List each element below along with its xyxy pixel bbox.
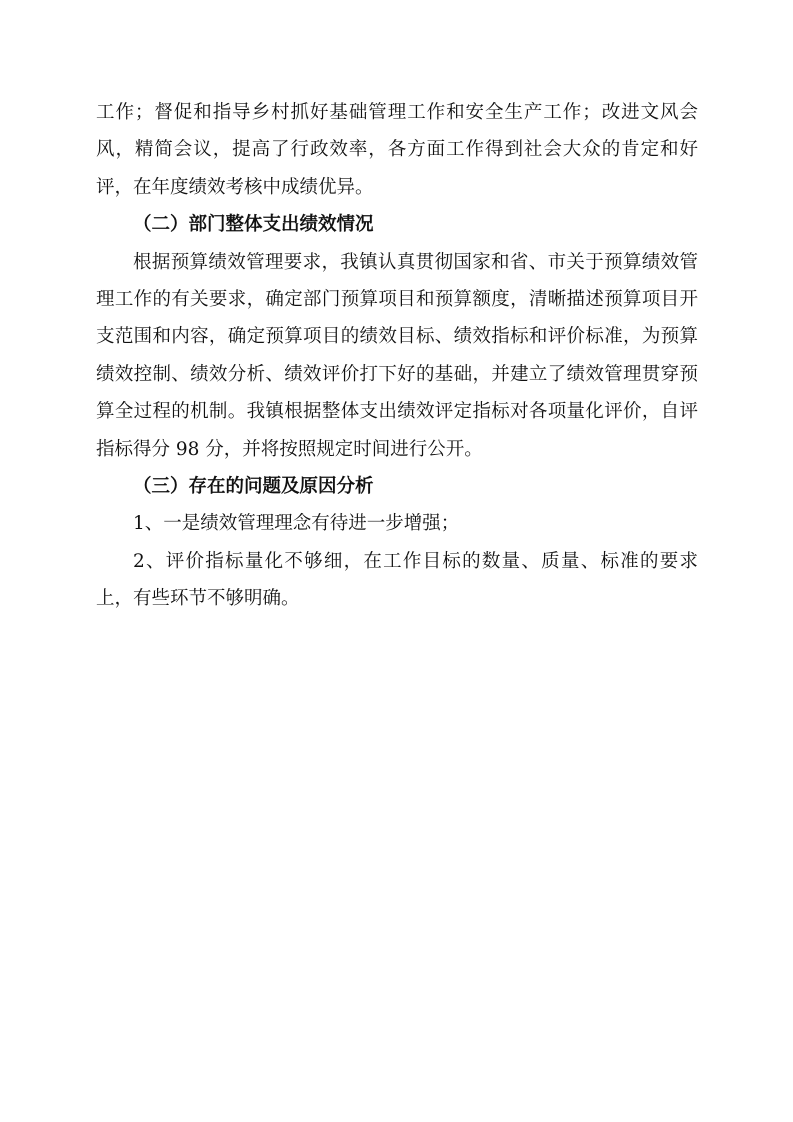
list-item-problem-1: 1、一是绩效管理理念有待进一步增强； xyxy=(133,513,460,535)
paragraph-work-summary: 工作；督促和指导乡村抓好基础管理工作和安全生产工作；改进文风会风，精简会议，提高了行政效率，各方面工作得到社会大众的肯定和好评，在年度绩效考核中成绩优异。 xyxy=(96,102,698,198)
heading-department-expenditure-performance: （二）部门整体支出绩效情况 xyxy=(133,214,374,236)
paragraph-budget-performance: 根据预算绩效管理要求，我镇认真贯彻国家和省、市关于预算绩效管理工作的有关要求，确定部门预算项目和预算额度，清晰描述预算项目开支范围和内容，确定预算项目的绩效目标、绩效指标和评价标准，为预算绩效控制、绩效分析、绩效评价打下好的基础，并建立了绩效管理贯穿预算全过程的机制。我镇根据整体支出绩效评定指标对各项量化评价，自评指标得分 98 分，并将按照规定时间进行公开。 xyxy=(96,251,698,460)
document-page xyxy=(96,94,698,618)
heading-problems-analysis: （三）存在的问题及原因分析 xyxy=(133,476,374,498)
list-item-problem-2: 2、评价指标量化不够细，在工作目标的数量、质量、标准的要求上，有些环节不够明确。 xyxy=(96,550,698,610)
